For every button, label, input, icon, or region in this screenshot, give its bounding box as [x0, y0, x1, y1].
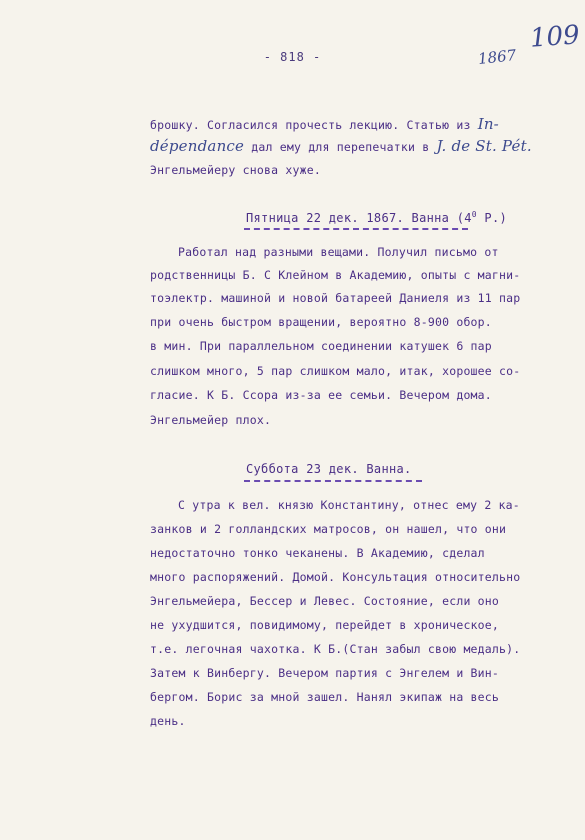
- heading-underline: [244, 228, 468, 230]
- text-line: бергом. Борис за мной зашел. Нанял экипаж на весь: [150, 690, 500, 704]
- entry-heading-saturday: Суббота 23 дек. Ванна.: [246, 462, 412, 476]
- heading-text: Р.): [476, 211, 507, 225]
- text-line: в мин. При параллельном соединении катушек 6 пар: [150, 339, 492, 353]
- handwritten-year: 1867: [477, 46, 518, 68]
- text-line: гласие. К Б. Ссора из-за ее семьи. Вечером дома.: [150, 388, 492, 402]
- entry-heading-friday: [246, 210, 507, 225]
- handwritten-insert: J. de St. Pét.: [436, 137, 532, 155]
- degree-mark: 0: [471, 210, 477, 219]
- text-line: много распоряжений. Домой. Консультация относительно: [150, 570, 521, 584]
- text-line: слишком много, 5 пар слишком мало, итак, хорошее со-: [150, 364, 521, 378]
- handwritten-insert: Іп-: [477, 115, 499, 133]
- text-line: Энгельмейера, Бессер и Левес. Состояние, если оно: [150, 594, 500, 608]
- heading-underline: [244, 480, 422, 482]
- handwritten-insert: dépendance: [150, 137, 245, 155]
- page-number: - 818 -: [263, 50, 322, 64]
- text-line: [150, 115, 499, 133]
- text-line: т.е. легочная чахотка. К Б.(Стан забыл свою медаль).: [150, 642, 521, 656]
- text-line: Энгельмейер плох.: [150, 413, 272, 427]
- text-line: Затем к Винбергу. Вечером партия с Энгелем и Вин-: [150, 666, 500, 680]
- heading-text: Пятница 22 дек. 1867. Ванна: [246, 211, 450, 225]
- text-line: при очень быстром вращении, вероятно 8-900 обор.: [150, 315, 492, 329]
- text-line: занков и 2 голландских матросов, он нашел, что они: [150, 522, 507, 536]
- text-line: недостаточно тонко чеканены. В Академию, сделал: [150, 546, 485, 560]
- text-line: Энгельмейеру снова хуже.: [150, 163, 321, 177]
- text-line: день.: [150, 714, 186, 728]
- heading-text: (4: [456, 211, 472, 225]
- text-line: не ухудшится, повидимому, перейдет в хроническое,: [150, 618, 500, 632]
- text-run: брошку. Согласился прочесть лекцию. Статью из: [150, 118, 471, 132]
- text-line: родственницы Б. С Клейном в Академию, опыты с магни-: [150, 268, 521, 282]
- text-run: дал ему для перепечатки в: [244, 140, 437, 154]
- handwritten-folio-number: 109: [529, 20, 581, 54]
- text-line: Работал над разными вещами. Получил письмо от: [178, 245, 499, 259]
- text-line: [150, 137, 532, 155]
- text-line: тоэлектр. машиной и новой батареей Даниеля из 11 пар: [150, 291, 521, 305]
- text-line: С утра к вел. князю Константину, отнес ему 2 ка-: [178, 498, 520, 512]
